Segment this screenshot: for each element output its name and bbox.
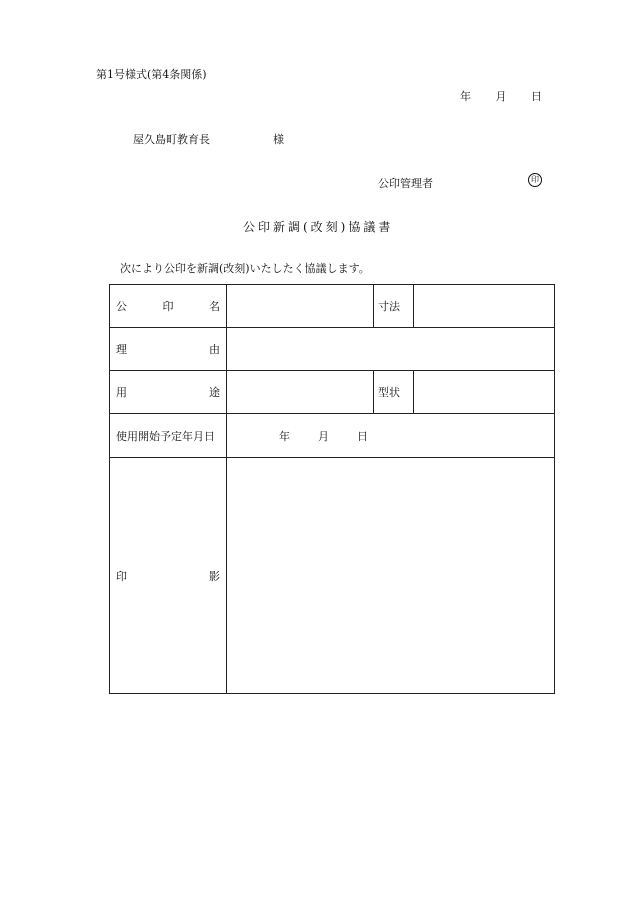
start-date-field[interactable] — [227, 414, 555, 458]
impression-field[interactable] — [227, 458, 555, 694]
form-number: 第1号様式(第4条関係) — [96, 68, 207, 81]
size-field[interactable] — [414, 285, 555, 328]
addressee: 屋久島町教育長 — [133, 133, 210, 146]
start-date-label: 使用開始予定年月日 — [110, 414, 227, 458]
row-start-date — [110, 414, 555, 458]
seal-name-char: 印 — [162, 300, 174, 313]
addressee-honorific: 様 — [273, 133, 284, 146]
size-label: 寸法 — [374, 285, 414, 328]
date-day-label: 日 — [531, 90, 542, 103]
seal-name-field[interactable] — [227, 285, 374, 328]
usage-label — [110, 371, 227, 414]
impression-char: 印 — [116, 569, 127, 583]
seal-manager-label: 公印管理者 — [378, 177, 433, 190]
date-month-label: 月 — [495, 90, 507, 103]
impression-label — [110, 458, 227, 694]
row-impression — [110, 458, 555, 694]
impression-char: 影 — [209, 569, 220, 583]
usage-char: 途 — [209, 386, 220, 399]
start-date-day: 日 — [357, 429, 368, 443]
row-reason — [110, 328, 555, 371]
intro-text: 次により公印を新調(改刻)いたしたく協議します。 — [120, 262, 370, 275]
shape-label: 型状 — [374, 371, 414, 414]
start-date-year: 年 — [279, 429, 290, 443]
row-usage — [110, 371, 555, 414]
usage-field[interactable] — [227, 371, 374, 414]
start-date-month: 月 — [318, 429, 329, 443]
row-seal-name — [110, 285, 555, 328]
seal-name-label — [110, 285, 227, 328]
reason-field[interactable] — [227, 328, 555, 371]
seal-stamp-icon: 印 — [528, 173, 542, 187]
usage-char: 用 — [116, 386, 127, 399]
seal-name-char: 名 — [209, 300, 220, 313]
document-title: 公印新調(改刻)協議書 — [243, 220, 394, 234]
submission-date — [460, 88, 542, 104]
seal-name-char: 公 — [116, 300, 127, 313]
reason-label — [110, 328, 227, 371]
application-form-table — [109, 284, 555, 694]
date-year-label: 年 — [460, 90, 471, 103]
reason-char: 理 — [116, 343, 127, 356]
reason-char: 由 — [209, 343, 220, 356]
shape-field[interactable] — [414, 371, 555, 414]
